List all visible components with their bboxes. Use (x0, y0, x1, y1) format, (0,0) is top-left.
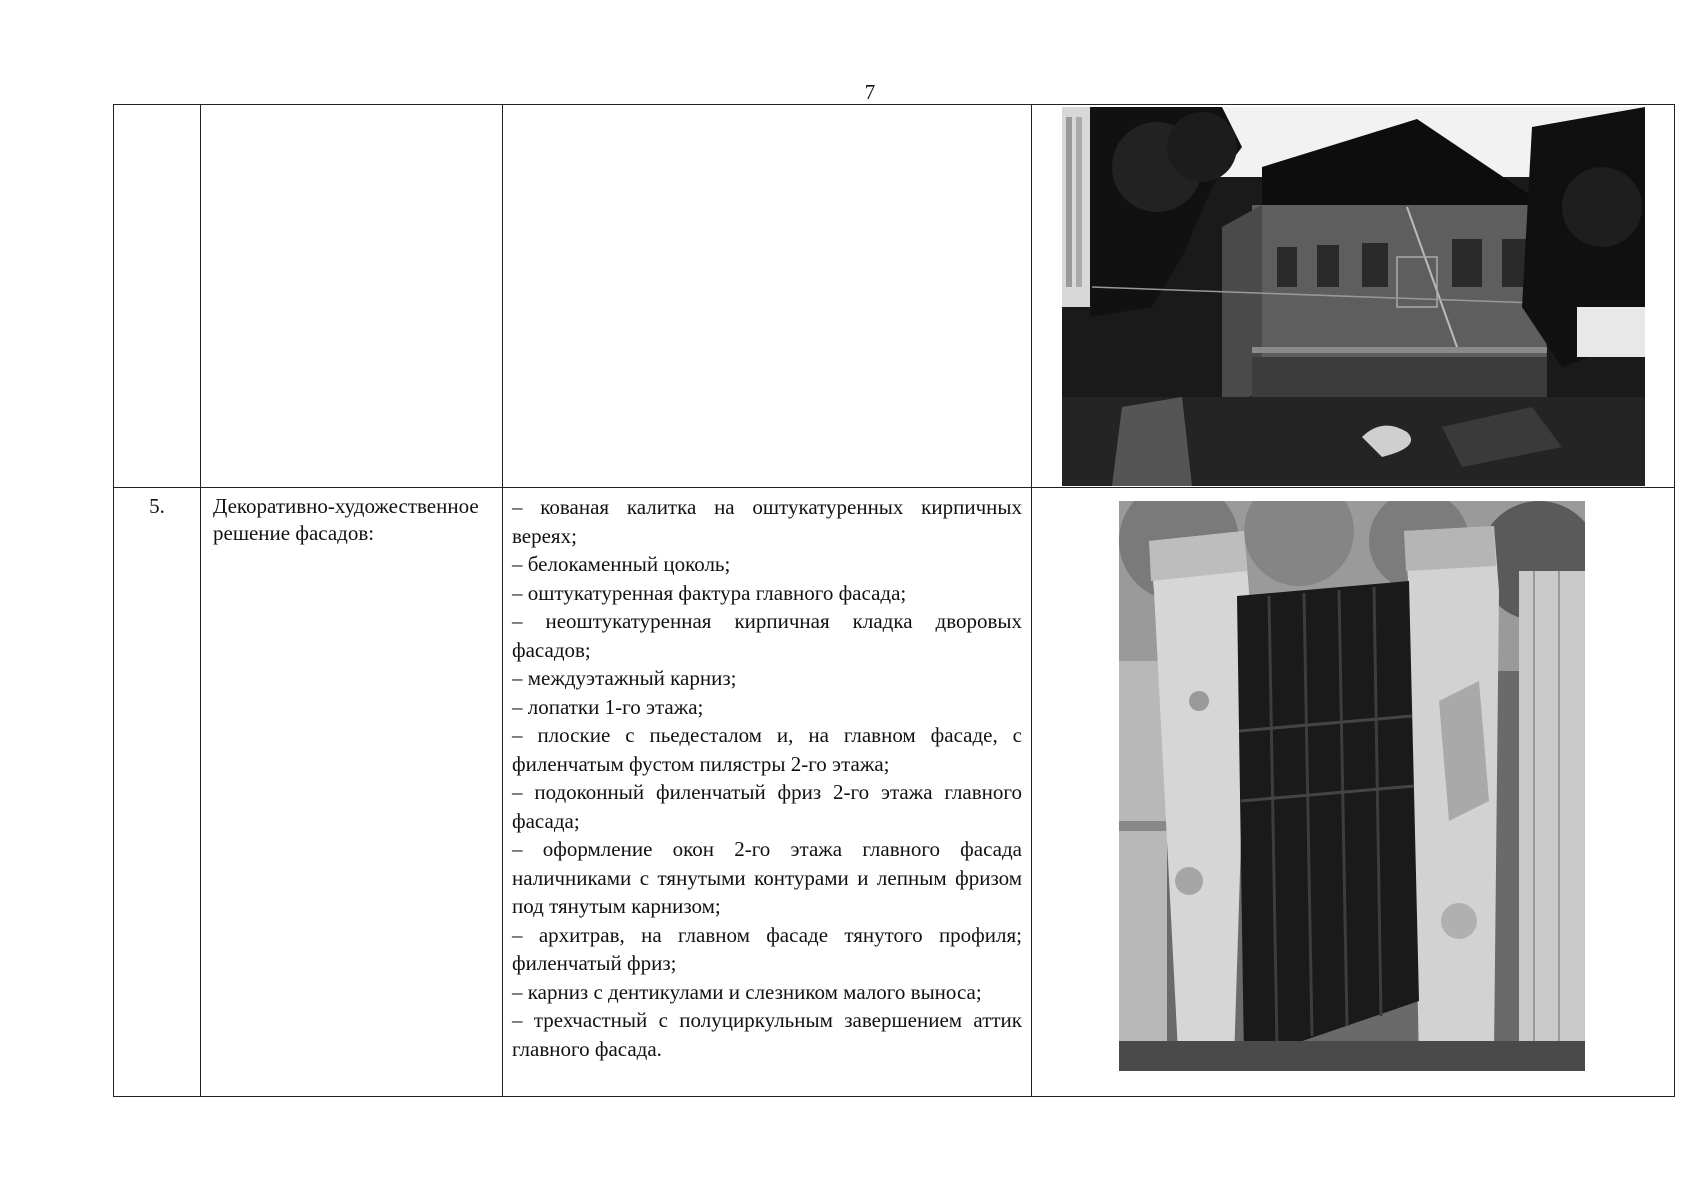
list-item: – трехчастный с полуциркульным завершением аттик главного фасада. (512, 1008, 1022, 1061)
table-row (114, 105, 1675, 488)
list-item: – неоштукатуренная кирпичная кладка дворовых фасадов; (512, 609, 1022, 662)
list-item: – белокаменный цоколь; (512, 552, 731, 576)
table-row (114, 488, 1675, 1097)
list-item: – оштукатуренная фактура главного фасада; (512, 580, 907, 605)
house-photo (1062, 107, 1645, 486)
row-image-cell (1032, 488, 1675, 1097)
list-item: – подоконный филенчатый фриз 2-го этажа главного фасада; (512, 780, 1022, 833)
row-number-cell (114, 105, 201, 488)
row-description-cell (503, 105, 1032, 488)
list-item: – междуэтажный карниз; (512, 666, 737, 690)
page-number: 7 (864, 80, 876, 104)
feature-list (512, 493, 1022, 1063)
gate-photo (1119, 501, 1585, 1071)
heritage-table (113, 104, 1675, 1097)
list-item: – карниз с дентикулами и слезником малого выноса; (512, 979, 982, 1004)
list-item: – кованая калитка на оштукатуренных кирпичных вереях; (512, 495, 1022, 548)
row-image-cell (1032, 105, 1675, 488)
list-item: – плоские с пьедесталом и, на главном фасаде, с филенчатым фустом пилястры 2-го этажа; (512, 723, 1022, 776)
row-number-cell: 5. (114, 488, 201, 1097)
row-name-cell (201, 105, 503, 488)
row-description-cell (503, 488, 1032, 1097)
list-item: – архитрав, на главном фасаде тянутого профиля; филенчатый фриз; (512, 922, 1022, 975)
row-name-cell: Декоративно-художественное решение фасадов: (201, 488, 503, 1097)
list-item: – лопатки 1-го этажа; (512, 694, 704, 719)
list-item: – оформление окон 2-го этажа главного фасада наличниками с тянутыми контурами и лепным фризом под тянутым карнизом; (512, 837, 1022, 918)
